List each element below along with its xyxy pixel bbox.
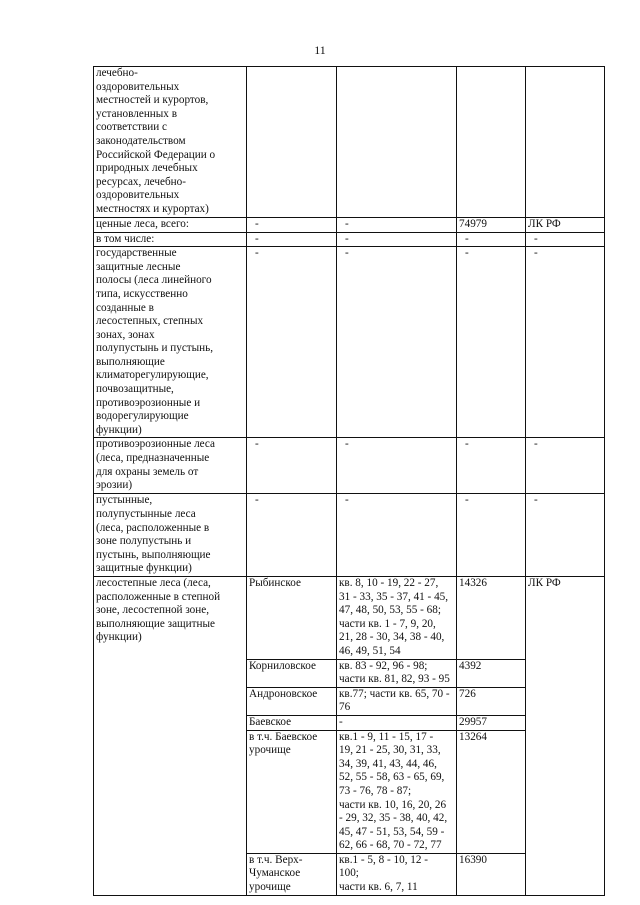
category-cell-line: водорегулирующие: [96, 410, 189, 423]
table-row: [94, 577, 605, 660]
forestry-cell: [247, 853, 337, 895]
category-cell-line: (леса, предназначенные: [96, 452, 210, 465]
table-row: [94, 217, 605, 232]
category-cell-line: лесостепных, степных: [96, 315, 204, 328]
category-cell-line: зонах, зонах: [96, 328, 155, 341]
basis-cell-text: -: [534, 494, 538, 507]
quarters-cell: [337, 232, 457, 247]
category-cell-line: созданные в: [96, 301, 154, 314]
quarters-cell-line: 52, 55 - 58, 63 - 65, 69,: [339, 771, 445, 784]
category-cell-line: пустынные,: [96, 494, 153, 507]
category-cell-line: климаторегулирующие,: [96, 369, 209, 382]
category-cell-line: оздоровительных: [96, 80, 180, 93]
area-cell-text: -: [465, 438, 469, 451]
category-cell-line: в том числе:: [96, 232, 155, 245]
forestry-cell: [247, 217, 337, 232]
quarters-cell-line: 34, 39, 41, 43, 44, 46,: [339, 757, 437, 770]
category-cell-line: для охраны земель от: [96, 465, 199, 478]
basis-cell: [526, 494, 605, 577]
area-cell: [457, 730, 526, 853]
page-number: 11: [314, 43, 326, 57]
area-cell-text: 16390: [459, 853, 487, 866]
category-cell-line: полупустынные леса: [96, 508, 196, 521]
forestry-cell-line: -: [255, 247, 259, 260]
category-cell: [94, 247, 247, 438]
category-cell: [94, 217, 247, 232]
category-cell-line: защитные функции): [96, 562, 192, 575]
area-cell-text: 29957: [459, 715, 487, 728]
forest-table: [93, 66, 605, 896]
quarters-cell: [337, 659, 457, 687]
area-cell-text: 726: [459, 687, 476, 700]
category-cell: [94, 577, 247, 896]
area-cell-text: -: [465, 494, 469, 507]
quarters-cell: [337, 577, 457, 660]
category-cell-line: эрозии): [96, 479, 133, 492]
category-cell-line: типа, искусственно: [96, 287, 188, 300]
forestry-cell-line: Корниловское: [249, 659, 316, 672]
category-cell-line: зоне полупустынь и: [96, 535, 192, 548]
forestry-cell-line: Баевское: [249, 715, 292, 728]
category-cell-line: почвозащитные,: [96, 383, 174, 396]
category-cell: [94, 438, 247, 494]
category-cell-line: защитные лесные: [96, 260, 181, 273]
category-cell-line: пустынь, выполняющие: [96, 548, 211, 561]
table-row: [94, 438, 605, 494]
basis-cell: [526, 247, 605, 438]
forestry-cell: [247, 715, 337, 730]
area-cell-text: 13264: [459, 730, 487, 743]
category-cell-line: выполняющие защитные: [96, 617, 216, 630]
area-cell: [457, 715, 526, 730]
category-cell-line: функции): [96, 631, 142, 644]
quarters-cell-line: части кв. 81, 82, 93 - 95: [339, 673, 450, 686]
category-cell-line: зоне, лесостепной зоне,: [96, 604, 210, 617]
category-cell-line: противоэрозионные леса: [96, 438, 215, 451]
category-cell-line: соответствии с: [96, 121, 167, 134]
forestry-cell: [247, 494, 337, 577]
quarters-cell-line: 21, 28 - 30, 34, 38 - 40,: [339, 631, 445, 644]
area-cell-text: 74979: [459, 217, 487, 230]
basis-cell: [526, 217, 605, 232]
forestry-cell-line: в т.ч. Баевское: [249, 730, 318, 743]
category-cell-line: ценные леса, всего:: [96, 217, 189, 230]
category-cell-line: (леса, расположенные в: [96, 521, 210, 534]
quarters-cell-line: -: [345, 217, 349, 230]
quarters-cell-line: 62, 66 - 68, 70 - 72, 77: [339, 839, 442, 852]
table-row: [94, 494, 605, 577]
basis-cell: [526, 577, 605, 896]
category-cell: [94, 67, 247, 218]
forestry-cell-line: в т.ч. Верх-: [249, 853, 303, 866]
category-cell-line: полупустынь и пустынь,: [96, 342, 214, 355]
category-cell-line: противоэрозионные и: [96, 396, 201, 409]
category-cell-line: местностей и курортов,: [96, 94, 209, 107]
forestry-cell: [247, 438, 337, 494]
category-cell-line: расположенные в степной: [96, 590, 221, 603]
forestry-cell-line: урочище: [249, 881, 291, 894]
quarters-cell-line: 19, 21 - 25, 30, 31, 33,: [339, 744, 441, 757]
area-cell: [457, 853, 526, 895]
basis-cell-text: -: [534, 247, 538, 260]
quarters-cell: [337, 67, 457, 218]
basis-cell-text: -: [534, 438, 538, 451]
area-cell-text: 4392: [459, 659, 482, 672]
area-cell-text: 14326: [459, 577, 487, 589]
quarters-cell: [337, 853, 457, 895]
quarters-cell-line: кв.77; части кв. 65, 70 -: [339, 687, 450, 700]
quarters-cell-line: кв.1 - 5, 8 - 10, 12 -: [339, 853, 429, 866]
basis-cell-text: ЛК РФ: [528, 217, 561, 230]
category-cell: [94, 232, 247, 247]
quarters-cell: [337, 438, 457, 494]
quarters-cell-line: 73 - 76, 78 - 87;: [339, 784, 412, 797]
forestry-cell-line: Чуманское: [249, 867, 301, 880]
category-cell-line: оздоровительных: [96, 189, 180, 202]
quarters-cell-line: части кв. 1 - 7, 9, 20,: [339, 617, 436, 630]
quarters-cell-line: 46, 49, 51, 54: [339, 644, 401, 657]
forestry-cell: [247, 232, 337, 247]
forestry-cell: [247, 247, 337, 438]
quarters-cell-line: 47, 48, 50, 53, 55 - 68;: [339, 604, 441, 617]
area-cell-text: -: [465, 247, 469, 260]
basis-cell: [526, 232, 605, 247]
quarters-cell-line: кв. 8, 10 - 19, 22 - 27,: [339, 577, 439, 589]
category-cell-line: государственные: [96, 247, 177, 260]
quarters-cell: [337, 715, 457, 730]
forestry-cell: [247, 730, 337, 853]
quarters-cell-line: -: [345, 232, 349, 245]
category-cell-line: лечебно-: [96, 67, 138, 79]
quarters-cell-line: -: [345, 494, 349, 507]
forestry-cell-line: урочище: [249, 744, 291, 757]
quarters-cell-line: части кв. 6, 7, 11: [339, 881, 418, 894]
quarters-cell-line: - 29, 32, 35 - 38, 40, 42,: [339, 812, 448, 825]
category-cell-line: выполняющие: [96, 355, 165, 368]
basis-cell-text: ЛК РФ: [528, 577, 561, 589]
quarters-cell: [337, 217, 457, 232]
category-cell-line: ресурсах, лечебно-: [96, 175, 186, 188]
quarters-cell: [337, 494, 457, 577]
quarters-cell-line: кв.1 - 9, 11 - 15, 17 -: [339, 730, 434, 743]
category-cell-line: природных лечебных: [96, 162, 198, 175]
quarters-cell-line: части кв. 10, 16, 20, 26: [339, 798, 447, 811]
quarters-cell-line: -: [339, 715, 343, 728]
area-cell: [457, 577, 526, 660]
area-cell: [457, 232, 526, 247]
quarters-cell-line: кв. 83 - 92, 96 - 98;: [339, 659, 428, 672]
quarters-cell-line: -: [345, 247, 349, 260]
forestry-cell-line: -: [255, 494, 259, 507]
area-cell: [457, 438, 526, 494]
quarters-cell-line: -: [345, 438, 349, 451]
forestry-cell-line: -: [255, 217, 259, 230]
quarters-cell: [337, 730, 457, 853]
category-cell-line: местностях и курортах): [96, 202, 209, 215]
area-cell: [457, 687, 526, 715]
forestry-cell-line: -: [255, 232, 259, 245]
area-cell: [457, 67, 526, 218]
category-cell-line: полосы (леса линейного: [96, 274, 212, 287]
forestry-cell: [247, 687, 337, 715]
forestry-cell-line: -: [255, 438, 259, 451]
forestry-cell: [247, 67, 337, 218]
area-cell: [457, 217, 526, 232]
category-cell-line: законодательством: [96, 134, 186, 147]
quarters-cell-line: 100;: [339, 867, 359, 880]
basis-cell-text: -: [534, 232, 538, 245]
table-row: [94, 247, 605, 438]
forestry-cell-line: Андроновское: [249, 687, 318, 700]
quarters-cell-line: 45, 47 - 51, 53, 54, 59 -: [339, 825, 445, 838]
category-cell-line: Российской Федерации о: [96, 148, 216, 161]
basis-cell: [526, 67, 605, 218]
forestry-cell: [247, 577, 337, 660]
forestry-cell: [247, 659, 337, 687]
category-cell: [94, 494, 247, 577]
area-cell-text: -: [465, 232, 469, 245]
category-cell-line: установленных в: [96, 107, 177, 120]
forestry-cell-line: Рыбинское: [249, 577, 301, 589]
table-row: [94, 67, 605, 218]
table-row: [94, 232, 605, 247]
quarters-cell-line: 31 - 33, 35 - 37, 41 - 45,: [339, 590, 449, 603]
category-cell-line: функции): [96, 423, 142, 436]
quarters-cell: [337, 687, 457, 715]
category-cell-line: лесостепные леса (леса,: [96, 577, 211, 589]
area-cell: [457, 247, 526, 438]
area-cell: [457, 659, 526, 687]
area-cell: [457, 494, 526, 577]
quarters-cell-line: 76: [339, 701, 351, 714]
basis-cell: [526, 438, 605, 494]
quarters-cell: [337, 247, 457, 438]
